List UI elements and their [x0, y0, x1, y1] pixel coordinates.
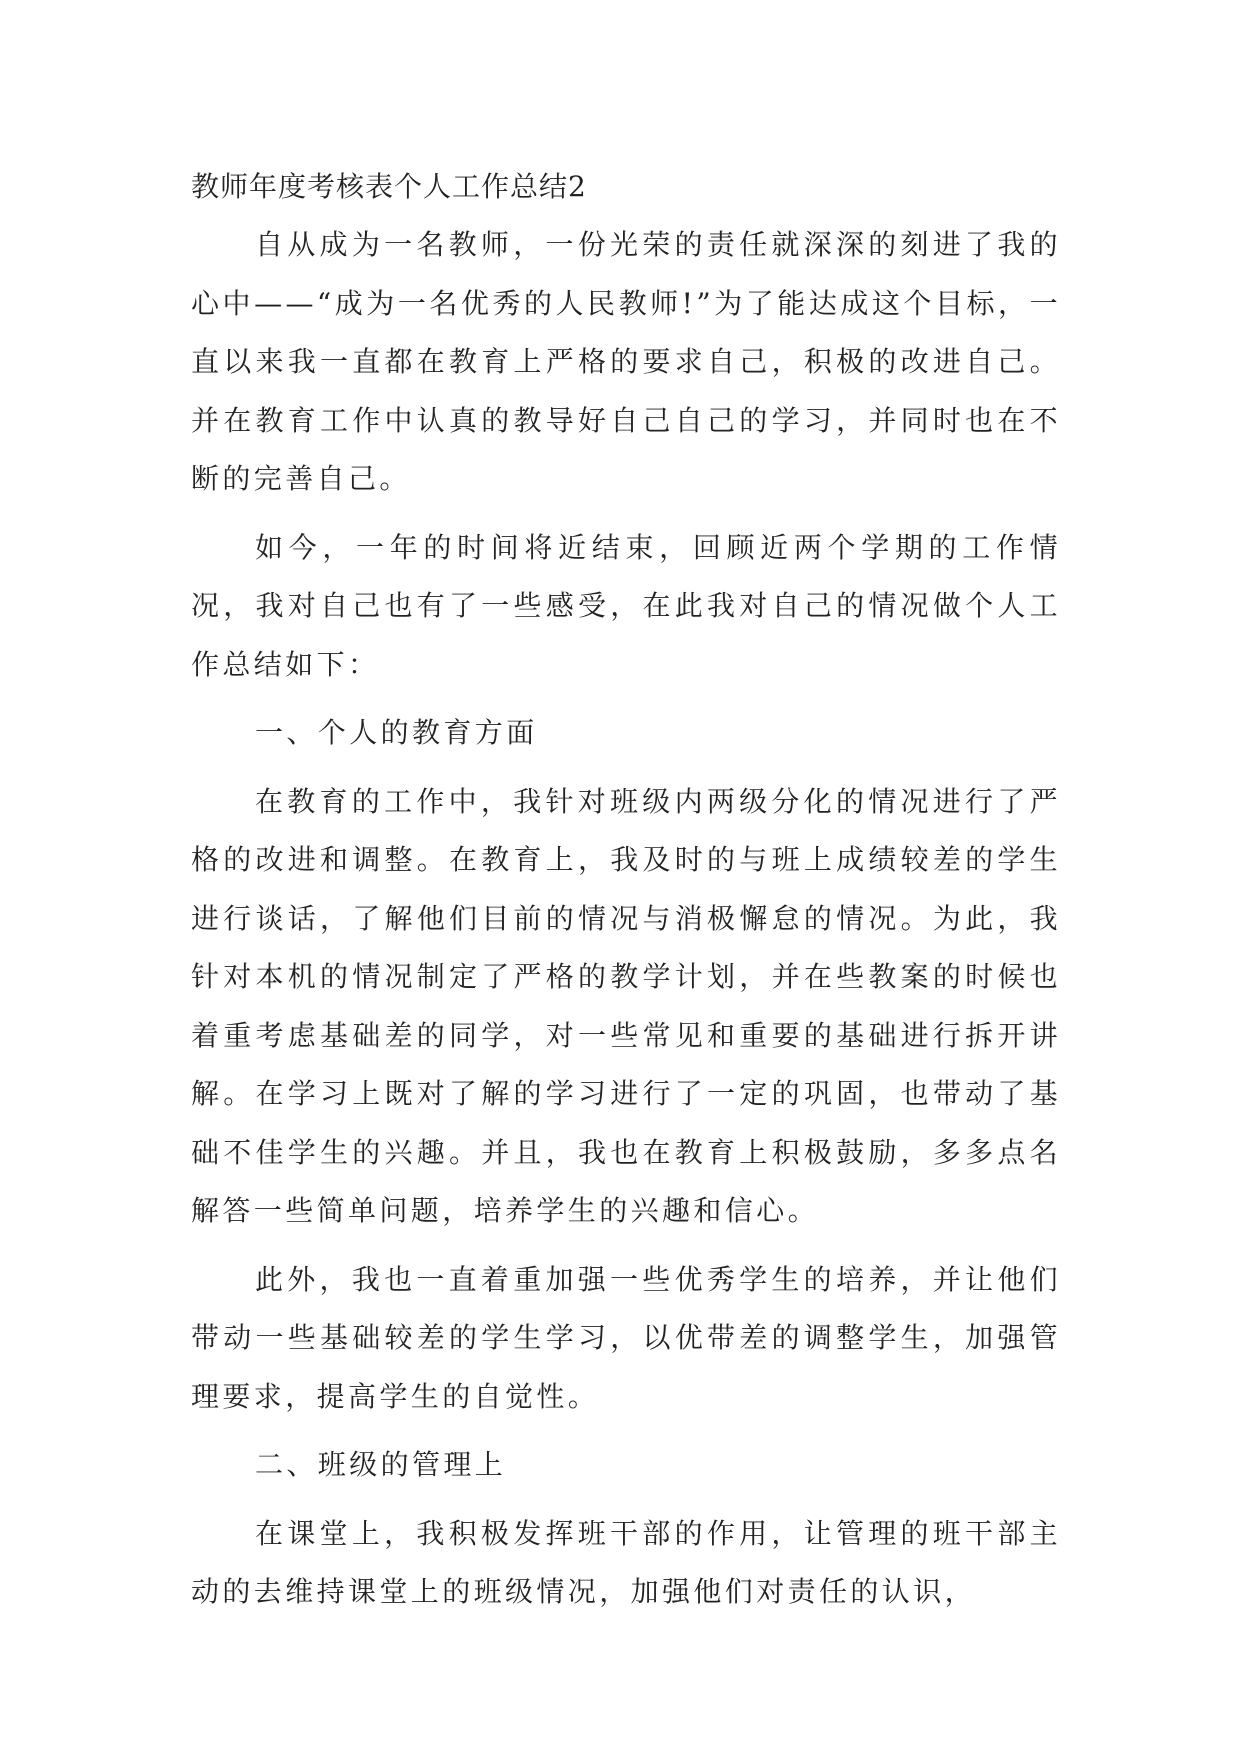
- document-body: [191, 158, 1061, 1632]
- section-heading-personal-education: 一、个人的教育方面: [255, 716, 538, 749]
- paragraph-intro: 自从成为一名教师，一份光荣的责任就深深的刻进了我的心中——“成为一名优秀的人民教师!”为了能达成这个目标，一直以来我一直都在教育上严格的要求自己，积极的改进自己。并在教育工作中认真的教导好自己自己的学习，并同时也在不断的完善自己。: [191, 228, 1061, 495]
- paragraph-overview: 如今，一年的时间将近结束，回顾近两个学期的工作情况，我对自己也有了一些感受，在此我对自己的情况做个人工作总结如下：: [191, 530, 1061, 681]
- document-title: 教师年度考核表个人工作总结2: [191, 170, 587, 203]
- paragraph-education-work: 在教育的工作中，我针对班级内两级分化的情况进行了严格的改进和调整。在教育上，我及时的与班上成绩较差的学生进行谈话，了解他们目前的情况与消极懈怠的情况。为此，我针对本机的情况制定了严格的教学计划，并在些教案的时候也着重考虑基础差的同学，对一些常见和重要的基础进行拆开讲解。在学习上既对了解的学习进行了一定的巩固，也带动了基础不佳学生的兴趣。并且，我也在教育上积极鼓励，多多点名解答一些简单问题，培养学生的兴趣和信心。: [191, 784, 1061, 1227]
- paragraph-excellent-students: 此外，我也一直着重加强一些优秀学生的培养，并让他们带动一些基础较差的学生学习，以优带差的调整学生，加强管理要求，提高学生的自觉性。: [191, 1262, 1061, 1413]
- paragraph-class-management: 在课堂上，我积极发挥班干部的作用，让管理的班干部主动的去维持课堂上的班级情况，加强他们对责任的认识，: [191, 1516, 1061, 1608]
- section-heading-class-management: 二、班级的管理上: [255, 1448, 507, 1481]
